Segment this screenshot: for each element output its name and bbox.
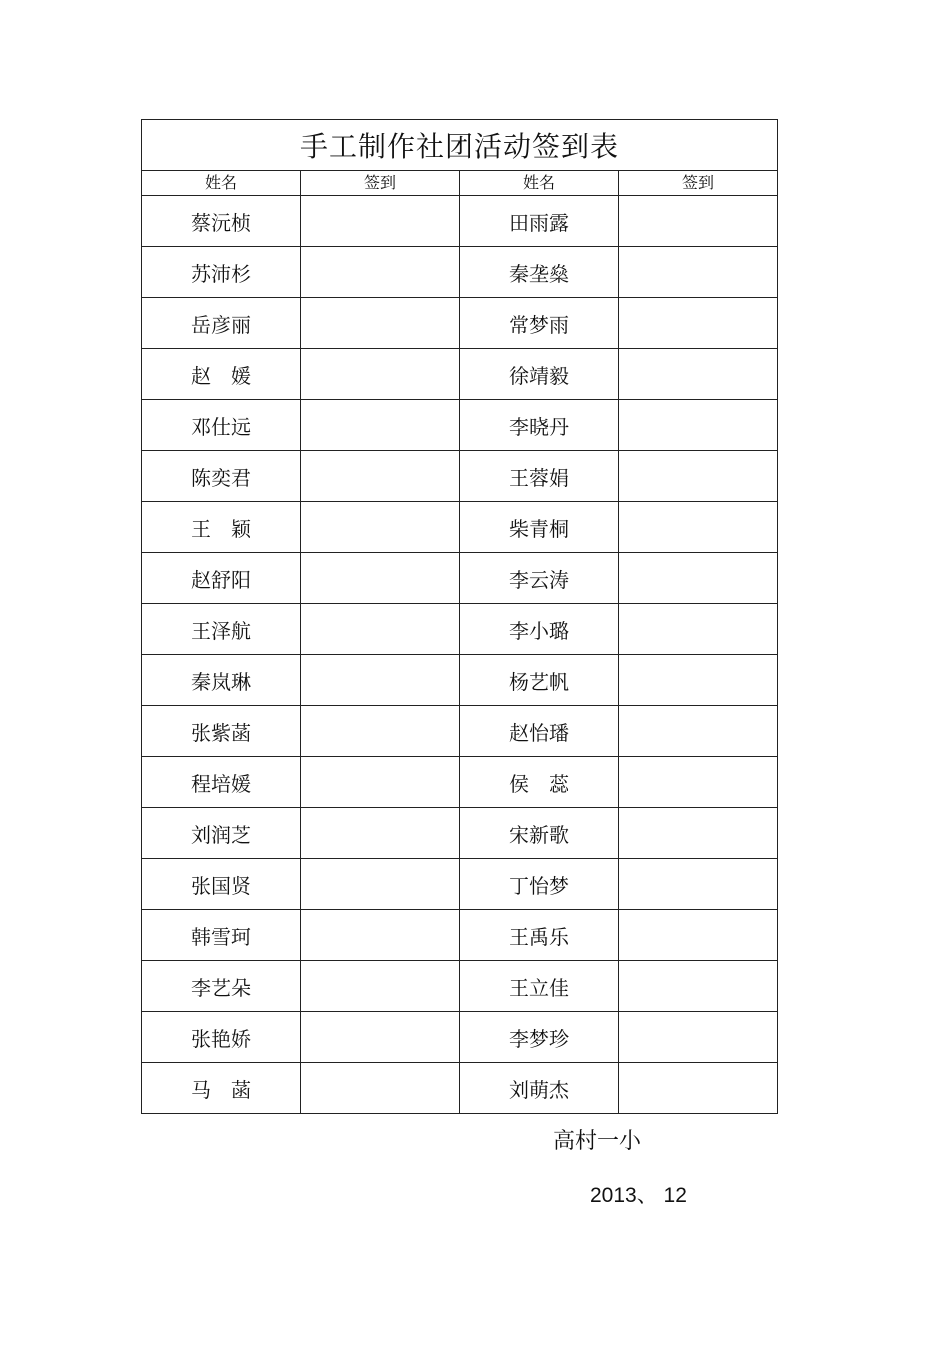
signature-cell-left[interactable] (301, 451, 460, 502)
student-name-left: 程培媛 (142, 757, 301, 808)
student-name-right: 柴青桐 (460, 502, 619, 553)
student-name-right: 侯 蕊 (460, 757, 619, 808)
signature-cell-left[interactable] (301, 604, 460, 655)
student-name-left: 苏沛杉 (142, 247, 301, 298)
student-name-right: 王蓉娟 (460, 451, 619, 502)
student-name-left: 赵舒阳 (142, 553, 301, 604)
signature-cell-right[interactable] (619, 553, 778, 604)
signature-cell-left[interactable] (301, 1012, 460, 1063)
student-name-right: 田雨露 (460, 196, 619, 247)
student-name-left: 邓仕远 (142, 400, 301, 451)
student-name-right: 刘萌杰 (460, 1063, 619, 1114)
signature-cell-left[interactable] (301, 247, 460, 298)
student-name-left: 张国贤 (142, 859, 301, 910)
signature-cell-left[interactable] (301, 553, 460, 604)
signature-cell-right[interactable] (619, 451, 778, 502)
signature-cell-right[interactable] (619, 298, 778, 349)
signature-cell-right[interactable] (619, 1063, 778, 1114)
student-name-left: 岳彦丽 (142, 298, 301, 349)
signature-cell-left[interactable] (301, 400, 460, 451)
signature-cell-right[interactable] (619, 961, 778, 1012)
signature-cell-left[interactable] (301, 502, 460, 553)
student-name-right: 宋新歌 (460, 808, 619, 859)
table-row (142, 451, 778, 502)
signature-cell-right[interactable] (619, 910, 778, 961)
student-name-right: 王立佳 (460, 961, 619, 1012)
student-name-left: 李艺朵 (142, 961, 301, 1012)
title-row (142, 120, 778, 171)
table-row (142, 247, 778, 298)
student-name-right: 王禹乐 (460, 910, 619, 961)
signature-cell-right[interactable] (619, 247, 778, 298)
signature-cell-left[interactable] (301, 706, 460, 757)
signature-cell-left[interactable] (301, 757, 460, 808)
signature-cell-left[interactable] (301, 910, 460, 961)
student-name-left: 秦岚琳 (142, 655, 301, 706)
student-name-left: 王 颖 (142, 502, 301, 553)
header-name-right: 姓名 (460, 171, 619, 196)
signature-cell-left[interactable] (301, 808, 460, 859)
signature-cell-left[interactable] (301, 655, 460, 706)
table-row (142, 655, 778, 706)
signature-cell-right[interactable] (619, 604, 778, 655)
student-name-left: 张艳娇 (142, 1012, 301, 1063)
signature-cell-right[interactable] (619, 808, 778, 859)
table-row (142, 910, 778, 961)
signature-cell-left[interactable] (301, 961, 460, 1012)
student-name-right: 杨艺帆 (460, 655, 619, 706)
student-name-right: 常梦雨 (460, 298, 619, 349)
date-text: 2013、 12 (590, 1184, 687, 1207)
student-name-right: 李云涛 (460, 553, 619, 604)
student-name-right: 李晓丹 (460, 400, 619, 451)
student-name-left: 刘润芝 (142, 808, 301, 859)
signature-cell-left[interactable] (301, 196, 460, 247)
signature-cell-right[interactable] (619, 655, 778, 706)
student-name-left: 韩雪珂 (142, 910, 301, 961)
signature-cell-right[interactable] (619, 349, 778, 400)
header-row (142, 171, 778, 196)
student-name-left: 马 菡 (142, 1063, 301, 1114)
signature-cell-right[interactable] (619, 196, 778, 247)
table-row (142, 400, 778, 451)
signature-cell-right[interactable] (619, 706, 778, 757)
student-name-left: 王泽航 (142, 604, 301, 655)
table-row (142, 757, 778, 808)
sheet-title: 手工制作社团活动签到表 (142, 120, 778, 171)
signature-cell-right[interactable] (619, 1012, 778, 1063)
table-row (142, 808, 778, 859)
table-row (142, 349, 778, 400)
table-row (142, 553, 778, 604)
table-row (142, 502, 778, 553)
signature-cell-right[interactable] (619, 757, 778, 808)
table-row (142, 1063, 778, 1114)
student-name-right: 赵怡璠 (460, 706, 619, 757)
signature-cell-left[interactable] (301, 349, 460, 400)
signature-cell-left[interactable] (301, 1063, 460, 1114)
table-row (142, 961, 778, 1012)
student-name-right: 丁怡梦 (460, 859, 619, 910)
table-row (142, 604, 778, 655)
sign-in-table (141, 119, 778, 1114)
school-name: 高村一小 (553, 1129, 642, 1154)
student-name-left: 张紫菡 (142, 706, 301, 757)
table-row (142, 196, 778, 247)
table-row (142, 298, 778, 349)
header-sign-left: 签到 (301, 171, 460, 196)
signature-cell-left[interactable] (301, 859, 460, 910)
header-sign-right: 签到 (619, 171, 778, 196)
signature-cell-right[interactable] (619, 400, 778, 451)
student-name-left: 陈奕君 (142, 451, 301, 502)
table-row (142, 859, 778, 910)
signature-cell-right[interactable] (619, 859, 778, 910)
signature-cell-left[interactable] (301, 298, 460, 349)
student-name-left: 赵 媛 (142, 349, 301, 400)
table-row (142, 1012, 778, 1063)
student-name-right: 徐靖毅 (460, 349, 619, 400)
table-row (142, 706, 778, 757)
header-name-left: 姓名 (142, 171, 301, 196)
student-name-right: 李梦珍 (460, 1012, 619, 1063)
student-name-right: 秦垄燊 (460, 247, 619, 298)
student-name-left: 蔡沅桢 (142, 196, 301, 247)
signature-cell-right[interactable] (619, 502, 778, 553)
student-name-right: 李小璐 (460, 604, 619, 655)
